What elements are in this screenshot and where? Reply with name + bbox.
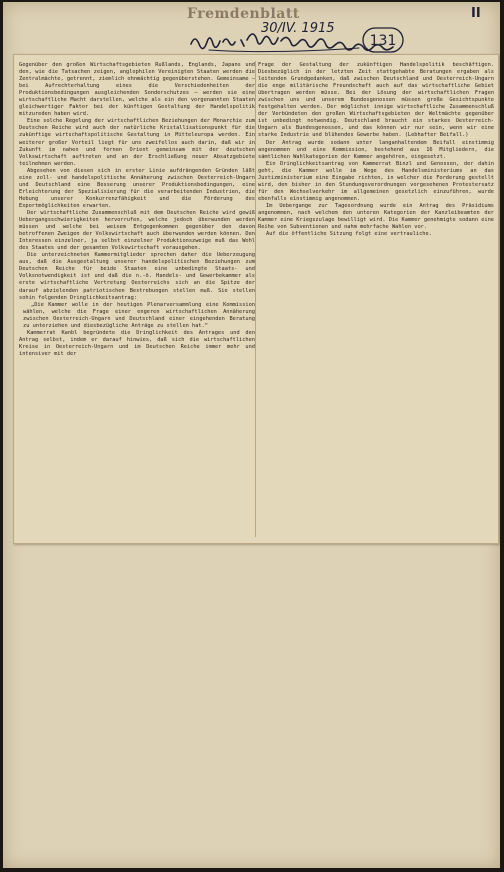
paragraph: Eine solche Regelung der wirtschaftlichen Beziehungen der Monarchie zum Deutschen Reiche wird auch der natürliche Kristallisationspunkt für die zukünftige wirtschaftspolitische Gestaltung in Mitteleuropa werden. Ein weiterer großer Vorteil liegt für uns zweifellos auch darin, daß wir in Zukunft im nahen und fernen Orient gemeinsam mit der deutschen Volkswirtschaft auftreten und an der Erschließung neuer Absatzgebiete teilnehmen werden. bbox=[19, 118, 255, 167]
newspaper-clipping bbox=[13, 54, 499, 544]
paragraph: Auf die öffentliche Sitzung folgt eine vertrauliche. bbox=[266, 231, 432, 238]
right-column bbox=[258, 62, 494, 238]
paragraph: Der wirtschaftliche Zusammenschluß mit dem Deutschen Reiche wird gewiß Uebergangsschwierigkeiten hervorrufen, welche jedoch überwunden werden müssen und welche bei weisem Entgegenkommen gegenüber den davon betroffenen Zweigen der Volkswirtschaft auch überwunden werden können. Den Interessen einzelner, ja selbst einzelner Produktionszweige muß das Wohl des Staates und der gesamten Volkswirtschaft vorausgehen. bbox=[19, 209, 255, 252]
paragraph: Kammerrat Kanbl begründete die Dringlichkeit des Antrages und den Antrag selbst, indem er darauf hinwies, daß sich die wirtschaftlichen Kreise in Oesterreich-Ungarn und im Deutschen Reiche immer mehr und intensiver mit der bbox=[19, 329, 255, 357]
paragraph: Der Antrag wurde sodann unter langanhaltendem Beifall einstimmig angenommen und eine Kommission, bestehend aus 16 Mitgliedern, die sämtlichen Wahlkategorien der Kammer angehören, eingesetzt. bbox=[258, 139, 494, 160]
circled-number: 131 bbox=[369, 33, 397, 49]
paragraph: Frage der Gestaltung der zukünftigen Handelspolitik beschäftigen. Diesbezüglich in der letzten Zeit stattgehabte Beratungen ergaben als leitenden Grundgedanken, daß zwischen Deutschland und Oesterreich-Ungarn die enge militärische Freundschaft auch auf das wirtschaftliche Gebiet übertragen werden müsse. Bei der Lösung der wirtschaftlichen Fragen zwischen uns und unserem Bundesgenossen müssen große Gesichtspunkte festgehalten werden. Der möglichst innige wirtschaftliche Zusammenschluß der Verbündeten den großen Wirtschaftsgebieten der Weltmächte gegenüber ist unbedingt notwendig. Deutschland braucht ein starkes Oesterreich-Ungarn als Bundesgenossen, und das können wir nur sein, wenn wir eine starke Industrie und blühendes Gewerbe haben. (Lebhafter Beifall.) bbox=[258, 62, 494, 139]
paragraph: Die unterzeichneten Kammermitglieder sprechen daher die Ueberzeugung aus, daß die Ausgestaltung unserer handelspolitischen Beziehungen zum Deutschen Reiche für beide Staaten eine unbedingte Staats- und Volksnotwendigkeit ist und daß die n.-ö. Handels- und Gewerbekammer als erste wirtschaftliche Vertretung Oesterreichs sich an die Spitze der darauf abzielenden patriotischen Bestrebungen stellen muß. Sie stellen sohin folgenden Dringlichkeitsantrag: bbox=[19, 252, 255, 301]
paragraph: Im Uebergange zur Tagesordnung wurde ein Antrag des Präsidiums angenommen, nach welchem den unteren Kategorien der Kanzleibeamten der Kammer eine Kriegszulage bewilligt wird. Die Kammer genehmigte sodann eine Reihe von Subventionen und nahm mehrfache Wahlen vor. bbox=[258, 202, 494, 231]
folio-number: II bbox=[471, 6, 481, 21]
handwritten-date: 30/IV. 1915 bbox=[261, 21, 335, 36]
column-divider bbox=[255, 61, 256, 537]
handwritten-signature bbox=[189, 26, 409, 56]
left-column bbox=[19, 62, 255, 358]
paragraph: Ein Dringlichkeitsantrag von Kammerrat Binzl und Genossen, der dahin geht, die Kammer wolle im Wege des Handelsministeriums an das Justizministerium eine Eingabe richten, in welcher die Forderung gestellt wird, den bisher in den Stundungsverordnungen vorgesehenen Protestersatz für den Wechselverkehr im allgemeinen gesetzlich einzuführen, wurde ebenfalls einstimmig angenommen. bbox=[258, 160, 494, 202]
newspaper-masthead: Fremdenblatt bbox=[187, 6, 300, 22]
archive-sheet bbox=[3, 2, 500, 868]
paragraph: Gegenüber den großen Wirtschaftsgebieten Rußlands, Englands, Japans und den, wie die Tatsachen zeigen, anglophilen Vereinigten Staaten werden die Zentralmächte, getrennt, ziemlich ohnmächtig gegenüberstehen. Gemeinsame — bei Aufrechterhaltung eines die Verschiedenheiten der Produktionsbedingungen ausgleichenden Sonderschutzes — werden sie eine wirtschaftliche Macht darstellen, welche als ein den vorgenannten Staaten gleichwertiger Faktor bei der künftigen Gestaltung der Handelspolitik mitzureden haben wird. bbox=[19, 62, 255, 118]
paragraph: Abgesehen von diesen sich in erster Linie aufdrängenden Gründen läßt eine zoll- und handelspolitische Annäherung zwischen Oesterreich-Ungarn und Deutschland eine Besserung unserer Produktionsbedingungen, eine Erleichterung der Spezialisierung für die verarbeitenden Industrien, die Hebung unserer Konkurrenzfähigkeit und die Förderung des Exportmöglichkeiten erwarten. bbox=[19, 167, 255, 209]
motion-quote: „Die Kammer wolle in der heutigen Plenarversammlung eine Kommission wählen, welche die Frage einer engeren wirtschaftlichen Annäherung zwischen Oesterreich-Ungarn und Deutschland einer eingehenden Beratung zu unterziehen und diesbezügliche Anträge zu stellen hat.“ bbox=[23, 301, 255, 329]
